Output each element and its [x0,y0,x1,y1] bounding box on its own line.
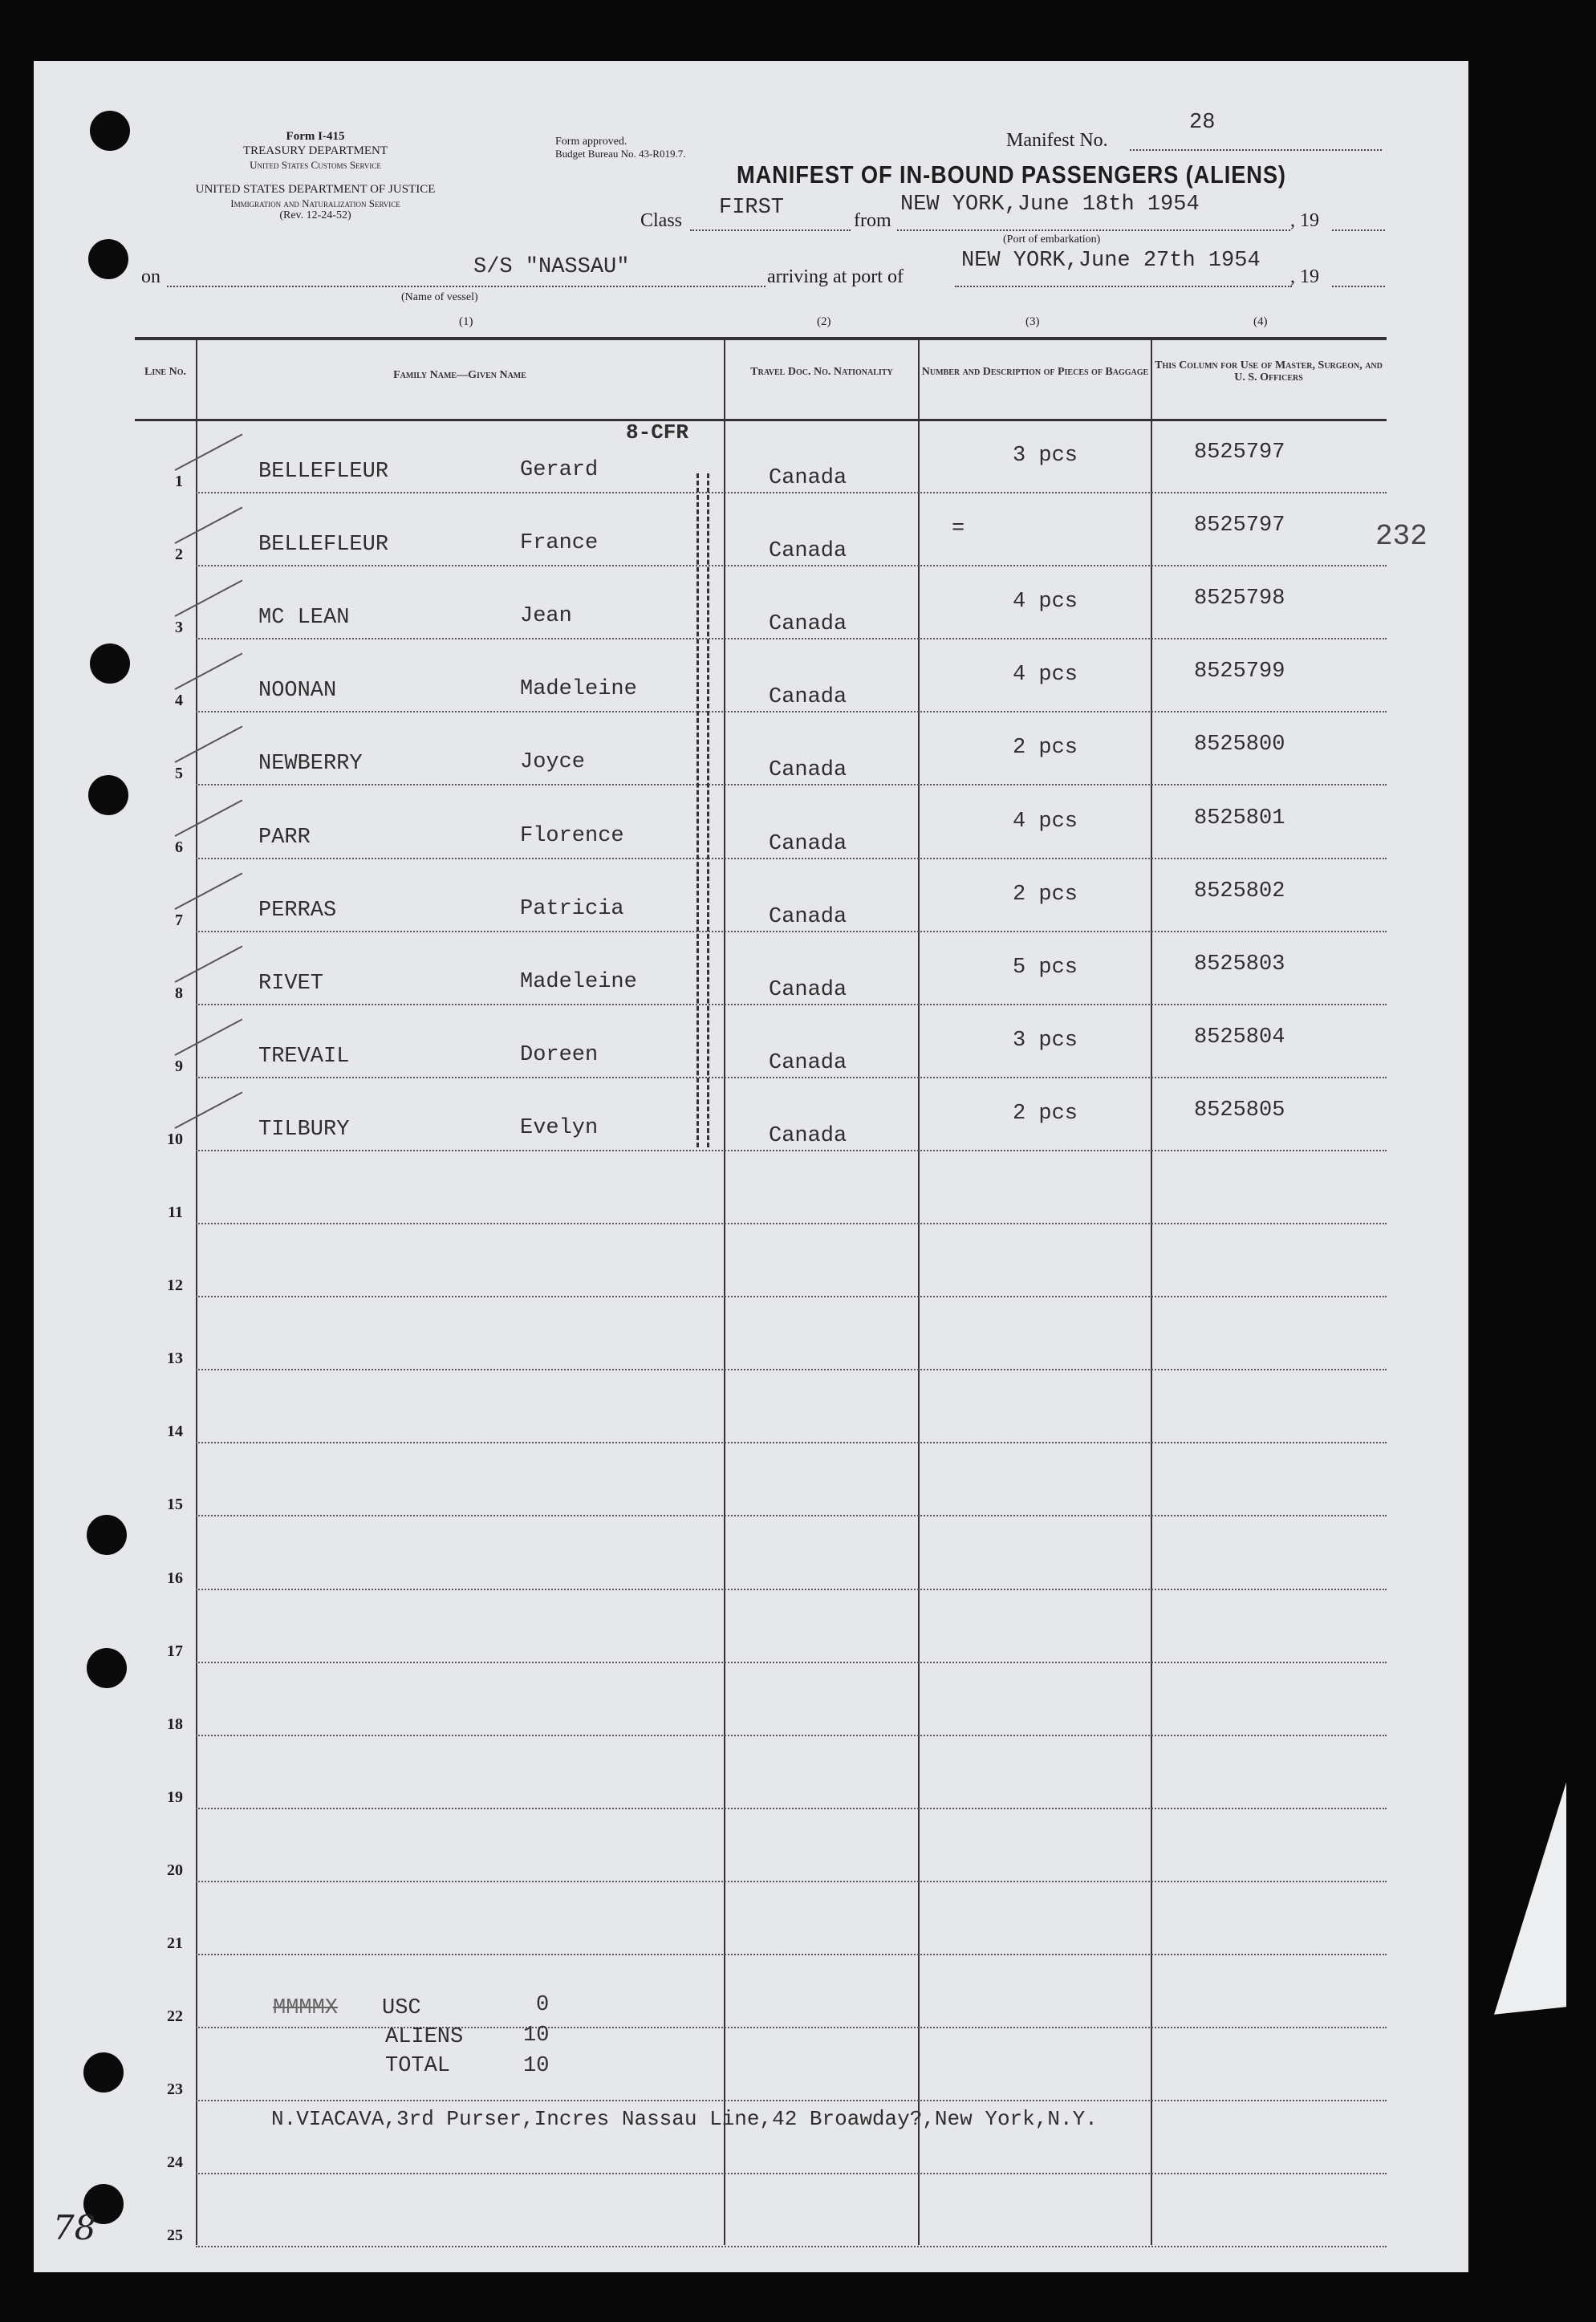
given-name: Doreen [520,1042,599,1067]
col-num-4: (4) [1253,315,1268,328]
from-dots [897,229,1290,231]
nationality: Canada [769,685,847,710]
doc-number: 8525804 [1194,1025,1285,1049]
table-row [135,1736,1387,1809]
check-mark [175,1092,243,1129]
line-number: 17 [167,1642,183,1660]
punch-hole [90,111,130,151]
line-number: 25 [167,2227,183,2245]
punch-hole [88,239,128,279]
from-year: , 19 [1290,210,1319,231]
class-value: FIRST [719,196,785,220]
punch-hole [87,1515,127,1555]
line-number: 24 [167,2154,183,2172]
table-row [135,566,1387,639]
form-approved: Form approved. [555,136,627,148]
check-mark [175,507,243,544]
table-row [135,2028,1387,2101]
check-mark [175,872,243,909]
family-name: PARR [258,825,311,850]
header-line-no: Line No. [144,366,186,378]
table-row [135,1370,1387,1443]
manifest-label: Manifest No. [1006,130,1108,151]
table-row [135,1151,1387,1224]
embark-note: (Port of embarkation) [1003,233,1101,246]
class-dots [690,229,851,231]
doc-number: 8525797 [1194,514,1285,538]
family-name: NOONAN [258,679,337,704]
line-number: 7 [175,911,183,929]
on-label: on [141,266,160,287]
arriving-year: , 19 [1290,266,1319,287]
baggage: 5 pcs [1013,955,1078,980]
table-row [135,1297,1387,1370]
from-value: NEW YORK,June 18th 1954 [900,193,1200,217]
baggage: 2 pcs [1013,1101,1078,1126]
doc-number: 8525802 [1194,879,1285,903]
class-label: Class [640,210,683,231]
line-number: 4 [175,692,183,710]
col-num-2: (2) [817,315,831,328]
family-name: TILBURY [258,1117,350,1142]
given-name: Madeleine [520,677,637,702]
total-label: TOTAL [385,2054,451,2078]
line-number: 2 [175,546,183,564]
justice-dept: UNITED STATES DEPARTMENT OF JUSTICE [195,183,436,196]
table-row [135,1078,1387,1151]
table-row [135,712,1387,786]
family-name: BELLEFLEUR [258,460,389,485]
given-name: Madeleine [520,969,637,994]
handwritten-number: 78 [53,2208,96,2247]
line-number: 21 [167,1934,183,1953]
baggage: 3 pcs [1013,444,1078,469]
line-number: 19 [167,1788,183,1806]
treasury-dept: TREASURY DEPARTMENT [242,144,388,157]
manifest-number: 28 [1189,111,1216,135]
budget-bureau: Budget Bureau No. 43-R019.7. [555,148,686,160]
family-name: TREVAIL [258,1044,350,1069]
nationality: Canada [769,758,847,783]
col-num-1: (1) [459,315,473,328]
arriving-label: arriving at port of [767,266,904,287]
line-number: 12 [167,1277,183,1295]
doc-number: 8525797 [1194,440,1285,465]
table-row [135,493,1387,566]
arriving-dots [955,286,1292,287]
baggage: 3 pcs [1013,1028,1078,1053]
manifest-title: MANIFEST OF IN-BOUND PASSENGERS (ALIENS) [737,160,1286,189]
line-number: 11 [168,1204,183,1222]
doc-number: 8525801 [1194,806,1285,830]
doc-number: 8525800 [1194,733,1285,757]
line-number: 20 [167,1861,183,1879]
vessel-dots [167,286,766,287]
header-baggage: Number and Description of Pieces of Baggage [921,366,1149,378]
usc-value: 0 [536,1993,550,2017]
line-number: 16 [167,1569,183,1587]
punch-hole [87,1648,127,1688]
doc-number: 8525803 [1194,952,1285,976]
line-number: 14 [167,1423,183,1441]
check-mark [175,580,243,617]
baggage: 4 pcs [1013,590,1078,615]
nationality: Canada [769,977,847,1002]
header-travel: Travel Doc. No. Nationality [750,366,893,378]
header-officers: This Column for Use of Master, Surgeon, and U. S. Officers [1155,359,1383,384]
baggage: = [952,517,965,542]
line-number: 8 [175,984,183,1002]
table-row [135,1809,1387,1882]
table-row [135,932,1387,1005]
paper-scrap [1494,1782,1566,2014]
usc-label: USC [382,1996,421,2020]
nationality: Canada [769,1050,847,1075]
purser-signature: N.VIACAVA,3rd Purser,Incres Nassau Line,42 Broawday?,New York,N.Y. [271,2107,1098,2131]
line-number: 13 [167,1350,183,1368]
baggage: 2 pcs [1013,736,1078,761]
form-number: Form I-415 [286,130,345,143]
margin-number: 232 [1375,520,1427,553]
row-rule [196,2246,1387,2247]
passenger-table [135,337,1387,2245]
nationality: Canada [769,1123,847,1148]
family-name: MC LEAN [258,606,350,631]
nationality: Canada [769,466,847,491]
baggage: 4 pcs [1013,809,1078,834]
table-top-rule [135,337,1387,340]
manifest-dots [1130,149,1382,151]
family-name: NEWBERRY [258,752,363,777]
line-number: 15 [167,1496,183,1514]
table-row [135,639,1387,712]
doc-number: 8525798 [1194,587,1285,611]
col-num-3: (3) [1025,315,1040,328]
check-mark [175,653,243,690]
table-row [135,2174,1387,2247]
aliens-value: 10 [523,2024,550,2048]
from-label: from [854,210,891,231]
table-row [135,1443,1387,1516]
family-name: PERRAS [258,898,337,923]
totals-struck: MMMMX [273,1996,339,2020]
aliens-label: ALIENS [385,2025,464,2049]
check-mark [175,945,243,982]
arriving-value: NEW YORK,June 27th 1954 [961,249,1261,273]
header-name: Family Name—Given Name [393,369,526,381]
given-name: Gerard [520,458,599,483]
line-number: 6 [175,838,183,856]
family-name: RIVET [258,971,324,996]
table-row [135,1882,1387,1955]
nationality: Canada [769,831,847,856]
line-number: 5 [175,765,183,783]
line-number: 3 [175,619,183,637]
line-number: 9 [175,1057,183,1075]
table-row [135,1663,1387,1736]
check-mark [175,1018,243,1055]
check-mark [175,726,243,763]
cfr-note: 8-CFR [626,420,689,445]
nationality: Canada [769,612,847,637]
given-name: Jean [520,604,572,629]
given-name: Evelyn [520,1115,599,1140]
punch-hole [88,775,128,815]
doc-number: 8525805 [1194,1098,1285,1122]
given-name: Joyce [520,750,586,775]
table-row [135,859,1387,932]
baggage: 4 pcs [1013,663,1078,688]
line-number: 22 [167,2007,183,2026]
check-mark [175,434,243,471]
punch-hole [90,643,130,684]
line-number: 10 [167,1130,183,1148]
total-value: 10 [523,2054,550,2078]
from-year-dots [1332,229,1385,231]
table-row [135,1224,1387,1297]
line-number: 23 [167,2080,183,2099]
nationality: Canada [769,539,847,564]
vessel-name: S/S "NASSAU" [473,255,630,279]
line-number: 18 [167,1715,183,1733]
punch-hole [83,2052,124,2093]
table-row [135,1005,1387,1078]
check-mark [175,799,243,836]
table-row [135,1517,1387,1590]
doc-number: 8525799 [1194,660,1285,684]
vessel-note: (Name of vessel) [401,291,478,303]
given-name: France [520,531,599,556]
baggage: 2 pcs [1013,882,1078,907]
nationality: Canada [769,904,847,929]
revision: (Rev. 12-24-52) [279,209,351,221]
customs-service: United States Customs Service [250,159,381,171]
table-row [135,1590,1387,1663]
table-row [135,786,1387,859]
given-name: Florence [520,823,624,848]
ins-service: Immigration and Naturalization Service [230,197,400,209]
line-number: 1 [175,473,183,491]
family-name: BELLEFLEUR [258,533,389,558]
given-name: Patricia [520,896,624,921]
arriving-year-dots [1332,286,1385,287]
table-row [135,420,1387,493]
